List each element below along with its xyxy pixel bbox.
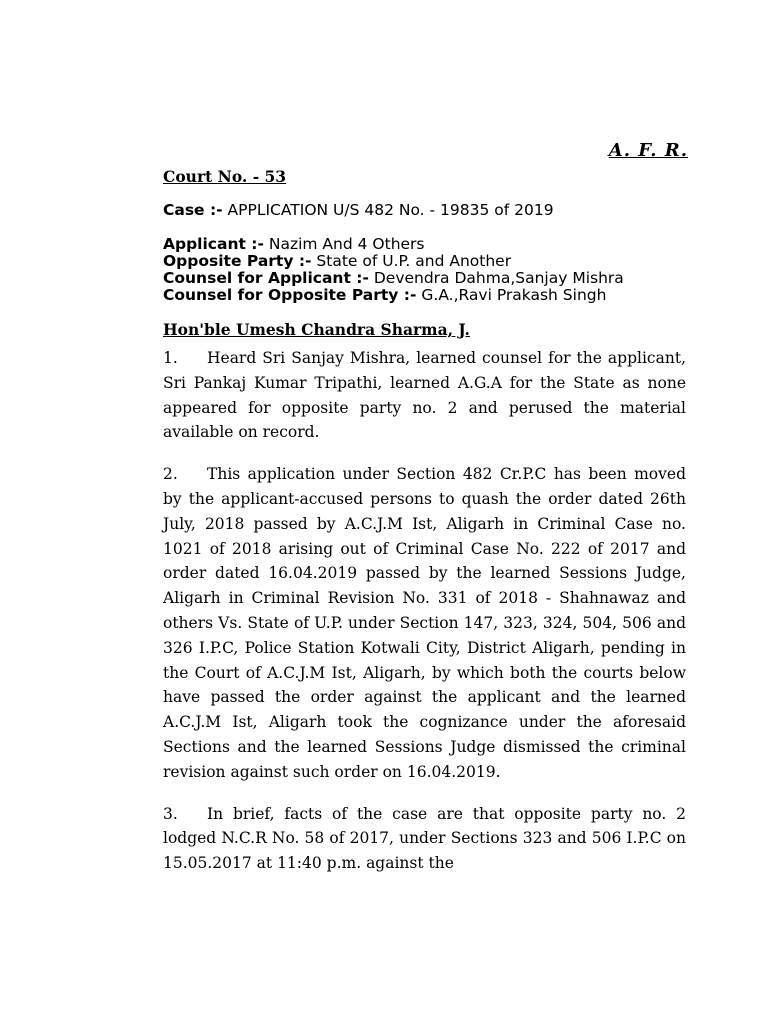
counsel-opposite-line <box>163 287 686 304</box>
applicant-value: Nazim And 4 Others <box>268 235 425 253</box>
case-details <box>163 200 686 304</box>
opposite-party-value: State of U.P. and Another <box>316 252 512 270</box>
paragraph-3 <box>163 802 686 876</box>
judge-name: Hon'ble Umesh Chandra Sharma, J. <box>163 320 470 339</box>
paragraph-number: 2. <box>163 465 178 484</box>
paragraph-text: Heard Sri Sanjay Mishra, learned counsel for the applicant, Sri Pankaj Kumar Tripathi, learned A.G.A for the State as none appeared for opposite party no. 2 and perused the material available on record. <box>163 349 686 442</box>
document-body <box>163 167 686 893</box>
afr-mark: A. F. R. <box>608 140 688 161</box>
paragraph-text: This application under Section 482 Cr.P.C has been moved by the applicant-accused persons to quash the order dated 26th July, 2018 passed by A.C.J.M Ist, Aligarh in Criminal Case no. 1021 of 2018 arising out of Criminal Case No. 222 of 2017 and order dated 16.04.2019 passed by the learned Sessions Judge, Aligarh in Criminal Revision No. 331 of 2018 - Shahnawaz and others Vs. State of U.P. under Section 147, 323, 324, 504, 506 and 326 I.P.C, Police Station Kotwali City, District Aligarh, pending in the Court of A.C.J.M Ist, Aligarh, by which both the courts below have passed the order against the applicant and the learned A.C.J.M Ist, Aligarh took the cognizance under the aforesaid Sections and the learned Sessions Judge dismissed the criminal revision against such order on 16.04.2019. <box>163 465 686 781</box>
counsel-opposite-value: G.A.,Ravi Prakash Singh <box>421 286 607 304</box>
counsel-applicant-value: Devendra Dahma,Sanjay Mishra <box>373 269 624 287</box>
case-line <box>163 200 686 220</box>
opposite-party-line <box>163 253 686 270</box>
paragraph-number: 1. <box>163 349 178 367</box>
case-label: Case :- <box>163 201 223 219</box>
applicant-line <box>163 236 686 253</box>
opposite-party-label: Opposite Party :- <box>163 252 312 270</box>
paragraph-number: 3. <box>163 804 178 823</box>
paragraph-text: In brief, facts of the case are that opposite party no. 2 lodged N.C.R No. 58 of 2017, under Sections 323 and 506 I.P.C on 15.05.2017 at 11:40 p.m. against the <box>163 804 686 873</box>
counsel-applicant-line <box>163 270 686 287</box>
applicant-label: Applicant :- <box>163 235 264 253</box>
court-number: Court No. - 53 <box>163 167 287 186</box>
paragraph-1 <box>163 346 686 445</box>
case-value: APPLICATION U/S 482 No. - 19835 of 2019 <box>227 201 554 219</box>
counsel-applicant-label: Counsel for Applicant :- <box>163 269 369 287</box>
counsel-opposite-label: Counsel for Opposite Party :- <box>163 286 417 304</box>
paragraph-2 <box>163 462 686 784</box>
